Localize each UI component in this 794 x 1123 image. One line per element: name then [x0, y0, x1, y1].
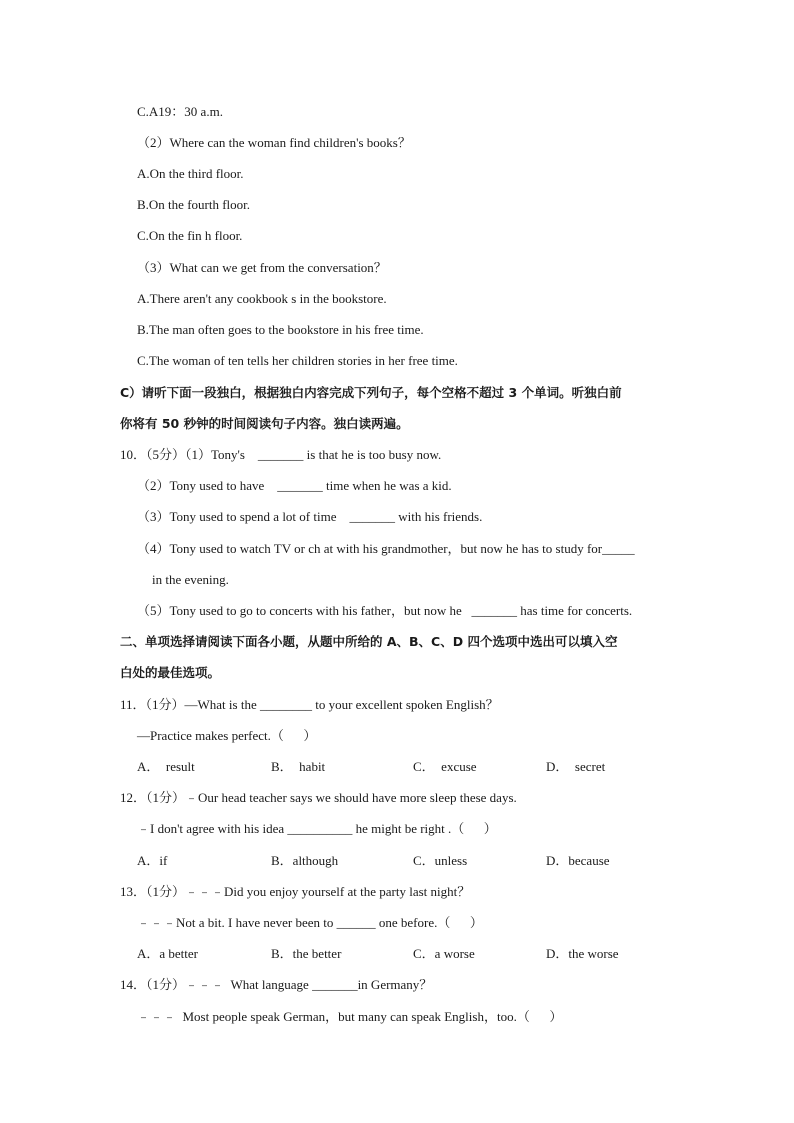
q11-option-a: A． result — [137, 759, 195, 774]
q14-stem: 14．（1分）﹣﹣﹣ What language _______in Germany？ — [120, 977, 433, 992]
q13-option-d: D．the worse — [546, 946, 619, 961]
q13-option-b: B．the better — [271, 946, 342, 961]
q13-option-a: A．a better — [137, 946, 199, 961]
q10-sentence-1: 10．（5分）（1）Tony's _______ is that he is too busy now. — [120, 447, 442, 462]
part2-instruction-line2: 白处的最佳选项。 — [120, 665, 221, 680]
q9-sub2-stem: （2）Where can the woman find children's books？ — [137, 135, 411, 150]
q12-option-d: D．because — [546, 853, 610, 868]
q11-option-b: B． habit — [271, 759, 326, 774]
q13-stem-2: ﹣﹣﹣Not a bit. I have never been to ______ one before.（ ） — [137, 915, 483, 930]
section-c-instruction-line2: 你将有 50 秒钟的时间阅读句子内容。独白读两遍。 — [120, 416, 409, 431]
q14-stem-2: ﹣﹣﹣ Most people speak German，but many can speak English，too.（ ） — [137, 1009, 563, 1024]
q11-option-d: D． secret — [546, 759, 606, 774]
q9-sub2-option-c: C.On the fin h floor. — [137, 228, 243, 243]
q12-stem-2: ﹣I don't agree with his idea __________ he might be right .（ ） — [137, 821, 497, 836]
q9-sub3-option-c: C.The woman of ten tells her children stories in her free time. — [137, 353, 458, 368]
q9-sub3-option-b: B.The man often goes to the bookstore in his free time. — [137, 322, 424, 337]
q10-sentence-5: （5）Tony used to go to concerts with his father，but now he _______ has time for concerts. — [137, 603, 633, 618]
part2-instruction-line1: 二、单项选择请阅读下面各小题，从题中所给的 A、B、C、D 四个选项中选出可以填入空 — [120, 634, 618, 649]
q9-sub3-stem: （3）What can we get from the conversation？ — [137, 260, 387, 275]
q9-sub1-option-c: C.A19：30 a.m. — [137, 104, 223, 119]
q9-sub3-option-a: A.There aren't any cookbook s in the bookstore. — [137, 291, 387, 306]
section-c-instruction-line1: C）请听下面一段独白，根据独白内容完成下列句子，每个空格不超过 3 个单词。听独白前 — [120, 385, 622, 400]
q10-sentence-4-cont: in the evening. — [152, 572, 229, 587]
q12-stem: 12．（1分）﹣Our head teacher says we should have more sleep these days. — [120, 790, 517, 805]
q13-option-c: C．a worse — [413, 946, 475, 961]
q12-option-a: A．if — [137, 853, 168, 868]
q9-sub2-option-b: B.On the fourth floor. — [137, 197, 251, 212]
q12-option-c: C．unless — [413, 853, 468, 868]
q11-stem: 11．（1分）—What is the ________ to your excellent spoken English？ — [120, 697, 499, 712]
q10-sentence-3: （3）Tony used to spend a lot of time _______ with his friends. — [137, 509, 483, 524]
q9-sub2-option-a: A.On the third floor. — [137, 166, 244, 181]
q13-stem: 13．（1分）﹣﹣﹣Did you enjoy yourself at the party last night？ — [120, 884, 471, 899]
q11-stem-2: —Practice makes perfect.（ ） — [137, 728, 317, 743]
q10-sentence-4: （4）Tony used to watch TV or ch at with his grandmother，but now he has to study for_____ — [137, 541, 635, 556]
q12-option-b: B．although — [271, 853, 339, 868]
q11-option-c: C． excuse — [413, 759, 477, 774]
q10-sentence-2: （2）Tony used to have _______ time when he was a kid. — [137, 478, 452, 493]
